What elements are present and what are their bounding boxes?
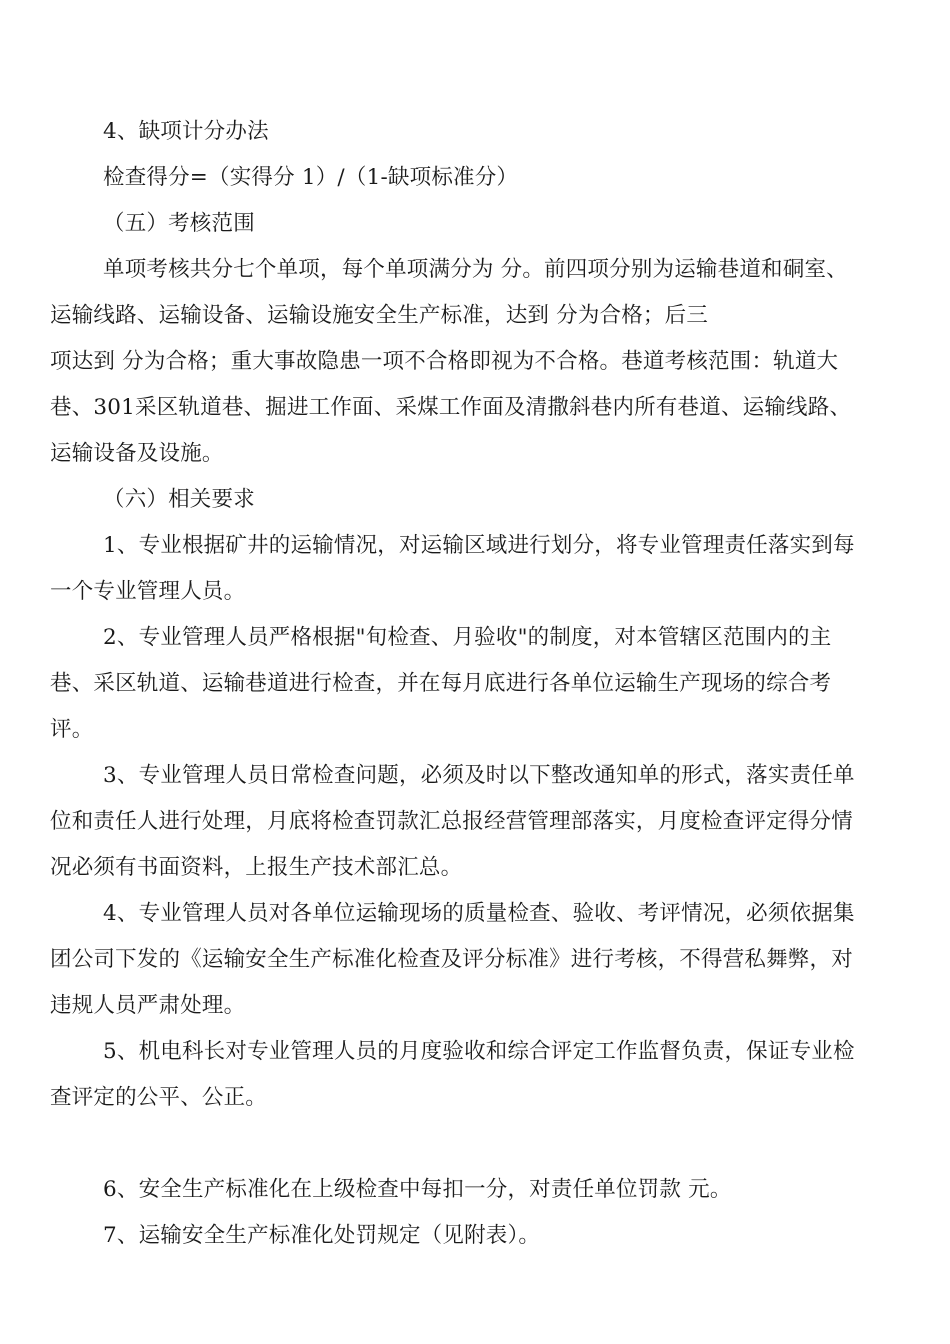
text-line: 单项考核共分七个单项，每个单项满分为 分。前四项分别为运输巷道和硐室、 xyxy=(103,257,848,282)
text-line: 一个专业管理人员。 xyxy=(50,579,246,604)
text-line: 位和责任人进行处理，月底将检查罚款汇总报经营管理部落实，月度检查评定得分情 xyxy=(50,809,853,834)
text-line: 运输设备及设施。 xyxy=(50,441,224,466)
text-line: 5、机电科长对专业管理人员的月度验收和综合评定工作监督负责，保证专业检 xyxy=(103,1039,855,1064)
text-line: 3、专业管理人员日常检查问题，必须及时以下整改通知单的形式，落实责任单 xyxy=(103,763,855,788)
text-line: 况必须有书面资料，上报生产技术部汇总。 xyxy=(50,855,463,880)
text-line: 运输线路、运输设备、运输设施安全生产标准，达到 分为合格；后三 xyxy=(50,303,709,328)
text-line: 查评定的公平、公正。 xyxy=(50,1085,268,1110)
text-line: 1、专业根据矿井的运输情况，对运输区域进行划分，将专业管理责任落实到每 xyxy=(103,533,855,558)
text-line: 4、专业管理人员对各单位运输现场的质量检查、验收、考评情况，必须依据集 xyxy=(103,901,855,926)
text-line: 评。 xyxy=(50,717,94,742)
section-heading: （六）相关要求 xyxy=(103,487,255,512)
text-line: 2、专业管理人员严格根据"旬检查、月验收"的制度，对本管辖区范围内的主 xyxy=(103,625,832,650)
text-line: 巷、采区轨道、运输巷道进行检查，并在每月底进行各单位运输生产现场的综合考 xyxy=(50,671,832,696)
text-line: 7、运输安全生产标准化处罚规定（见附表）。 xyxy=(103,1223,541,1248)
text-line: 团公司下发的《运输安全生产标准化检查及评分标准》进行考核，不得营私舞弊，对 xyxy=(50,947,853,972)
text-line: 4、缺项计分办法 xyxy=(103,119,269,144)
text-line: 检查得分=（实得分 1）/（1-缺项标准分） xyxy=(103,165,519,190)
text-line: 巷、301采区轨道巷、掘进工作面、采煤工作面及清撒斜巷内所有巷道、运输线路、 xyxy=(50,395,852,420)
text-line: 6、安全生产标准化在上级检查中每扣一分，对责任单位罚款 元。 xyxy=(103,1177,732,1202)
text-line: 违规人员严肃处理。 xyxy=(50,993,246,1018)
text-line: 项达到 分为合格；重大事故隐患一项不合格即视为不合格。巷道考核范围：轨道大 xyxy=(50,349,839,374)
section-heading: （五）考核范围 xyxy=(103,211,255,236)
